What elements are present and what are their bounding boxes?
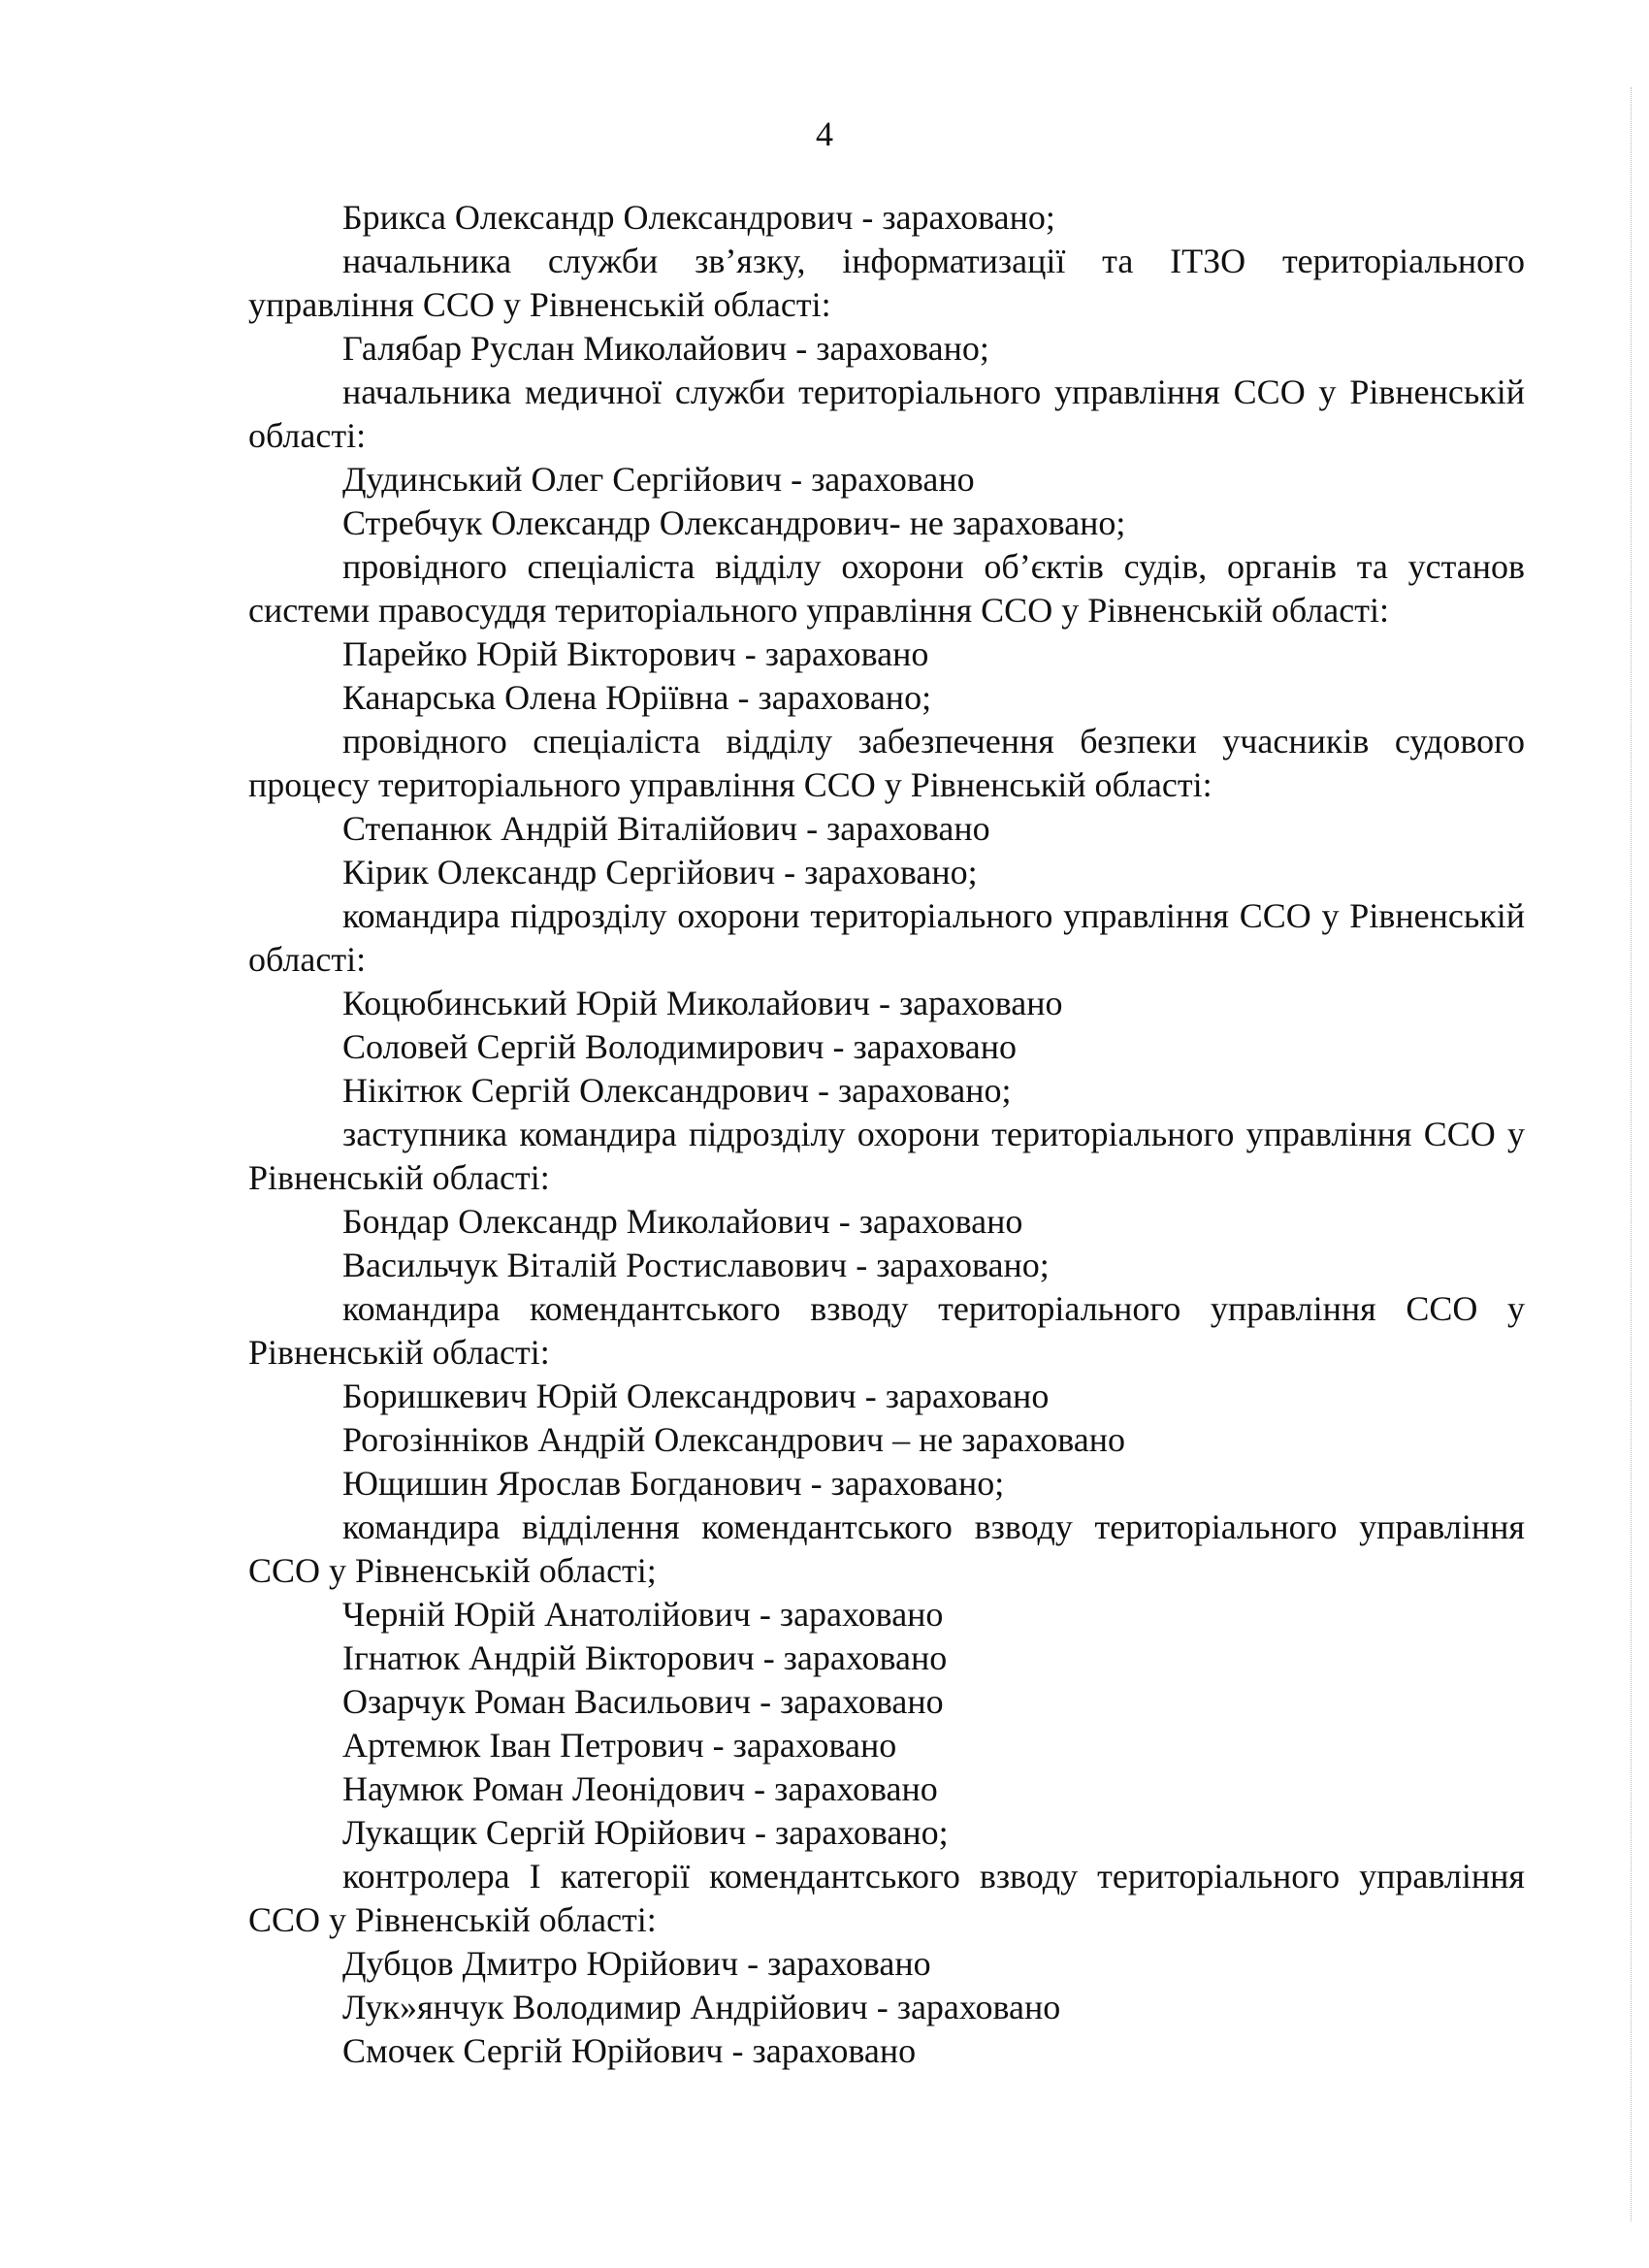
person-entry: Канарська Олена Юріївна - зараховано;	[342, 678, 932, 717]
person-entry: Васильчук Віталій Ростиславович - зараховано;	[342, 1246, 1050, 1284]
person-entry: Наумюк Роман Леонідович - зараховано	[342, 1769, 938, 1808]
person-entry: Лукащик Сергій Юрійович - зараховано;	[342, 1813, 949, 1852]
person-entry: Нікітюк Сергій Олександрович - зараховано;	[342, 1071, 1012, 1110]
person-entry: Галябар Руслан Миколайович - зараховано;	[342, 329, 989, 368]
position-heading: командира комендантського взводу територіального управління ССО у Рівненській області:	[248, 1289, 1525, 1372]
person-entry: Парейко Юрій Вікторович - зараховано	[342, 634, 929, 673]
position-heading: командира відділення комендантського взводу територіального управління ССО у Рівненській області;	[248, 1507, 1525, 1590]
position-heading: начальника служби зв’язку, інформатизації та ІТЗО територіального управління ССО у Рівненській області:	[248, 242, 1525, 324]
person-entry: Рогозінніков Андрій Олександрович – не зараховано	[342, 1420, 1125, 1459]
person-entry: Ющишин Ярослав Богданович - зараховано;	[342, 1464, 1005, 1503]
position-heading: контролера І категорії комендантського взводу територіального управління ССО у Рівненській області:	[248, 1857, 1525, 1939]
person-entry: Боришкевич Юрій Олександрович - зараховано	[342, 1377, 1050, 1415]
position-heading: провідного спеціаліста відділу забезпечення безпеки учасників судового процесу територіального управління ССО у Рівненській області:	[248, 722, 1525, 804]
position-heading: провідного спеціаліста відділу охорони об’єктів судів, органів та установ системи правосуддя територіального управління ССО у Рівненській області:	[248, 547, 1525, 630]
person-entry: Брикса Олександр Олександрович - зараховано;	[342, 198, 1055, 237]
person-entry: Черній Юрій Анатолійович - зараховано	[342, 1595, 944, 1634]
position-heading: заступника командира підрозділу охорони територіального управління ССО у Рівненській області:	[248, 1115, 1525, 1197]
person-entry: Коцюбинський Юрій Миколайович - зараховано	[342, 984, 1063, 1022]
scan-edge-artifact	[1629, 87, 1632, 2221]
person-entry: Соловей Сергій Володимирович - зараховано	[342, 1027, 1018, 1066]
person-entry: Дубцов Дмитро Юрійович - зараховано	[342, 1944, 931, 1983]
page-number: 4	[816, 114, 833, 153]
person-entry: Артемюк Іван Петрович - зараховано	[342, 1726, 897, 1765]
document-body	[248, 196, 1525, 2073]
person-entry: Кірик Олександр Сергійович - зараховано;	[342, 853, 978, 891]
person-entry: Ігнатюк Андрій Вікторович - зараховано	[342, 1638, 948, 1677]
person-entry: Стребчук Олександр Олександрович- не зараховано;	[342, 503, 1126, 542]
person-entry: Лук»янчук Володимир Андрійович - зараховано	[342, 1988, 1061, 2026]
position-heading: начальника медичної служби територіального управління ССО у Рівненській області:	[248, 373, 1525, 455]
position-heading: командира підрозділу охорони територіального управління ССО у Рівненській області:	[248, 896, 1525, 979]
person-entry: Бондар Олександр Миколайович - зараховано	[342, 1202, 1023, 1241]
person-entry: Смочек Сергій Юрійович - зараховано	[342, 2031, 917, 2070]
person-entry: Дудинський Олег Сергійович - зараховано	[342, 460, 975, 499]
person-entry: Озарчук Роман Васильович - зараховано	[342, 1682, 944, 1721]
person-entry: Степанюк Андрій Віталійович - зараховано	[342, 809, 990, 848]
